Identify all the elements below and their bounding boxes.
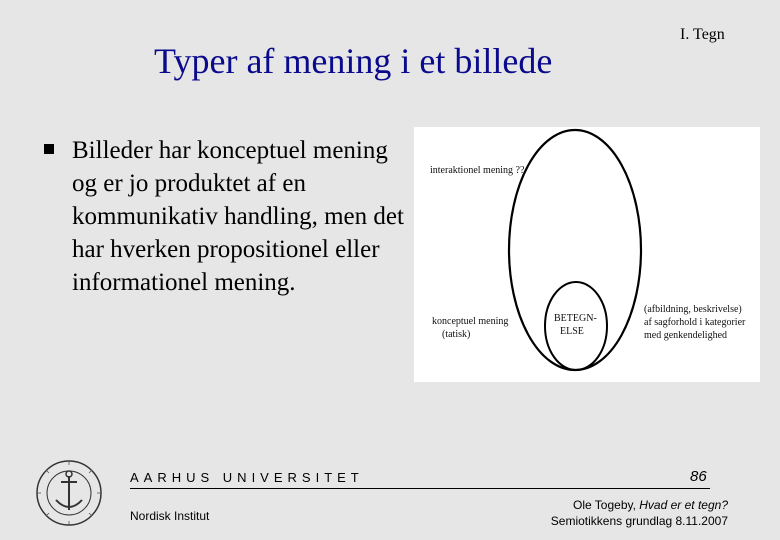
label-interaktionel: interaktionel mening ?? (430, 165, 525, 176)
author-line (551, 497, 728, 513)
label-center-1: BETEGN- (554, 313, 597, 324)
header-tag: I. Tegn (680, 26, 725, 43)
university-name: AARHUS UNIVERSITET (130, 470, 364, 485)
bullet-square-icon (44, 144, 54, 154)
author-credit (551, 497, 728, 529)
author-name: Ole Togeby, (573, 498, 640, 512)
university-seal-icon (34, 458, 104, 528)
page-number: 86 (690, 468, 707, 485)
institute-name: Nordisk Institut (130, 509, 210, 523)
slide-title: Typer af mening i et billede (154, 41, 553, 81)
diagram-svg (414, 127, 760, 382)
meaning-diagram (414, 127, 760, 382)
label-right-3: med genkendelighed (644, 330, 728, 341)
bullet-text: Billeder har konceptuel mening og er jo produktet af en kommunikativ handling, men det har hverken propositionel eller informationel mening. (72, 137, 404, 296)
label-konceptuel-2: (tatisk) (442, 329, 471, 340)
course-line: Semiotikkens grundlag 8.11.2007 (550, 514, 728, 528)
label-center-2: ELSE (560, 326, 584, 337)
label-konceptuel-1: konceptuel mening (432, 316, 509, 327)
label-right-1: (afbildning, beskrivelse) (644, 304, 742, 315)
label-right-2: af sagforhold i kategorier (644, 317, 746, 328)
footer-divider (130, 488, 710, 489)
author-work-title: Hvad er et tegn? (639, 498, 728, 512)
bullet-item (44, 134, 404, 299)
